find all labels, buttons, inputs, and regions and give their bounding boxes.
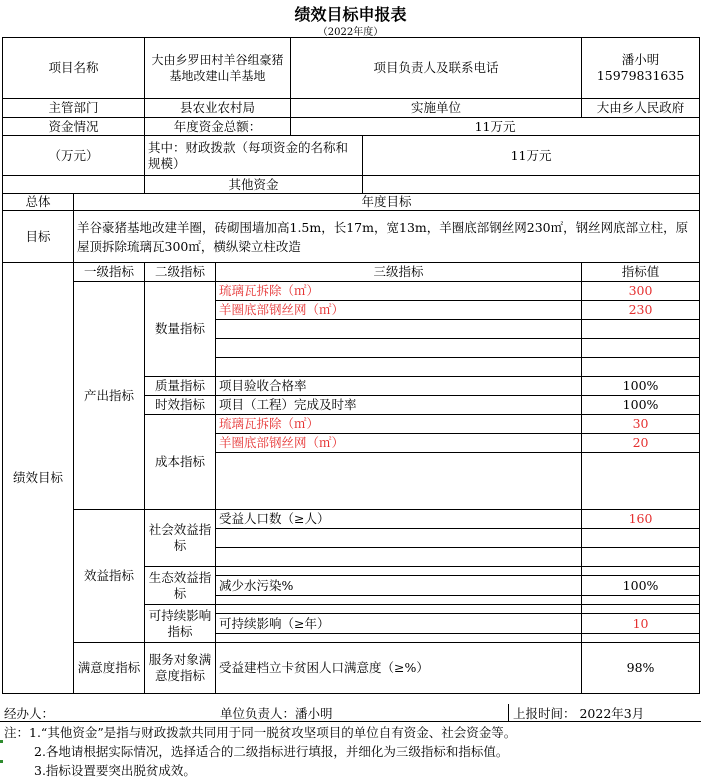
col-level3: 三级指标 [216,263,582,282]
quantity-item-name: 羊圈底部钢丝网（㎡） [216,301,582,320]
sustain-indicator-label: 可持续影响指标 [145,605,216,643]
overall-label: 总体 [3,194,74,211]
cost-indicator-label: 成本指标 [145,415,216,510]
time-item-name: 项目（工程）完成及时率 [216,396,582,415]
social-item-value: 160 [582,510,700,529]
time-item-value: 100% [582,396,700,415]
sustain-item-value: 10 [582,614,700,634]
service-item-name: 受益建档立卡贫困人口满意度（≥%） [216,643,582,694]
fiscal-value: 11万元 [363,136,700,176]
note-line: 2.各地请根据实际情况，选择适合的二级指标进行填报，并细化为三级指标和指标值。 [34,744,509,759]
annual-target-label: 年度目标 [74,194,700,211]
quality-indicator-label: 质量指标 [145,377,216,396]
col-value: 指标值 [582,263,700,282]
project-name-value: 大由乡罗田村羊谷组豪猪基地改建山羊基地 [145,38,291,99]
fiscal-label: 其中：财政拨款（每项资金的名称和规模） [145,136,363,176]
quantity-item-name: 琉璃瓦拆除（㎡） [216,282,582,301]
col-level2: 二级指标 [145,263,216,282]
project-name-label: 项目名称 [3,38,145,99]
cell-marker-icon [0,760,3,763]
dept-value: 县农业农村局 [145,99,291,118]
quality-item-name: 项目验收合格率 [216,377,582,396]
fund-unit-label: （万元） [3,136,145,176]
perf-section-label: 绩效目标 [3,263,74,694]
eco-item-name: 减少水污染% [216,576,582,596]
sustain-item-name: 可持续影响（≥年） [216,614,582,634]
impl-value: 大由乡人民政府 [582,99,700,118]
cost-item-name: 羊圈底部钢丝网（㎡） [216,434,582,453]
cost-item-name: 琉璃瓦拆除（㎡） [216,415,582,434]
cell-marker-icon [0,740,3,743]
quality-item-value: 100% [582,377,700,396]
quantity-indicator-label: 数量指标 [145,282,216,377]
cost-item-value: 30 [582,415,700,434]
fund-label: 资金情况 [3,118,145,136]
satisfaction-indicator-label: 满意度指标 [74,643,145,694]
quantity-item-value: 230 [582,301,700,320]
fund-total-label: 年度资金总额： [145,118,291,136]
social-item-name: 受益人口数（≥人） [216,510,582,529]
col-level1: 一级指标 [74,263,145,282]
time-indicator-label: 时效指标 [145,396,216,415]
service-indicator-label: 服务对象满意度指标 [145,643,216,694]
eco-indicator-label: 生态效益指标 [145,567,216,605]
handler-label: 经办人： [4,706,55,721]
unit-head: 单位负责人：潘小明 [220,706,333,721]
note-line: 3.指标设置要突出脱贫成效。 [34,763,196,778]
report-time: 上报时间： 2022年3月 [508,704,644,722]
note-line: 注：1.“其他资金”是指与财政拨款共同用于同一脱贫攻坚项目的单位自有资金、社会资金等。 [4,725,517,740]
form-subtitle: （2022年度） [317,27,384,38]
target-label: 目标 [3,211,74,263]
notes [4,723,516,780]
signature-row [0,704,701,722]
social-indicator-label: 社会效益指标 [145,510,216,567]
eco-item-value: 100% [582,576,700,596]
impl-label: 实施单位 [291,99,582,118]
target-text: 羊谷豪猪基地改建羊圈，砖砌围墙加高1.5m，长17m，宽13m，羊圈底部钢丝网230㎡，钢丝网底部立柱，原屋顶拆除琉璃瓦300㎡，横纵梁立柱改造 [74,211,700,263]
form-title: 绩效目标申报表 [294,5,407,24]
dept-label: 主管部门 [3,99,145,118]
other-funds-label: 其他资金 [145,176,363,194]
fund-total-value: 11万元 [291,118,700,136]
service-item-value: 98% [582,643,700,694]
performance-target-table [2,37,700,694]
benefit-indicator-label: 效益指标 [74,510,145,643]
output-indicator-label: 产出指标 [74,282,145,510]
owner-label: 项目负责人及联系电话 [291,38,582,99]
owner-value: 潘小明15979831635 [582,38,700,99]
quantity-item-value: 300 [582,282,700,301]
cost-item-value: 20 [582,434,700,453]
